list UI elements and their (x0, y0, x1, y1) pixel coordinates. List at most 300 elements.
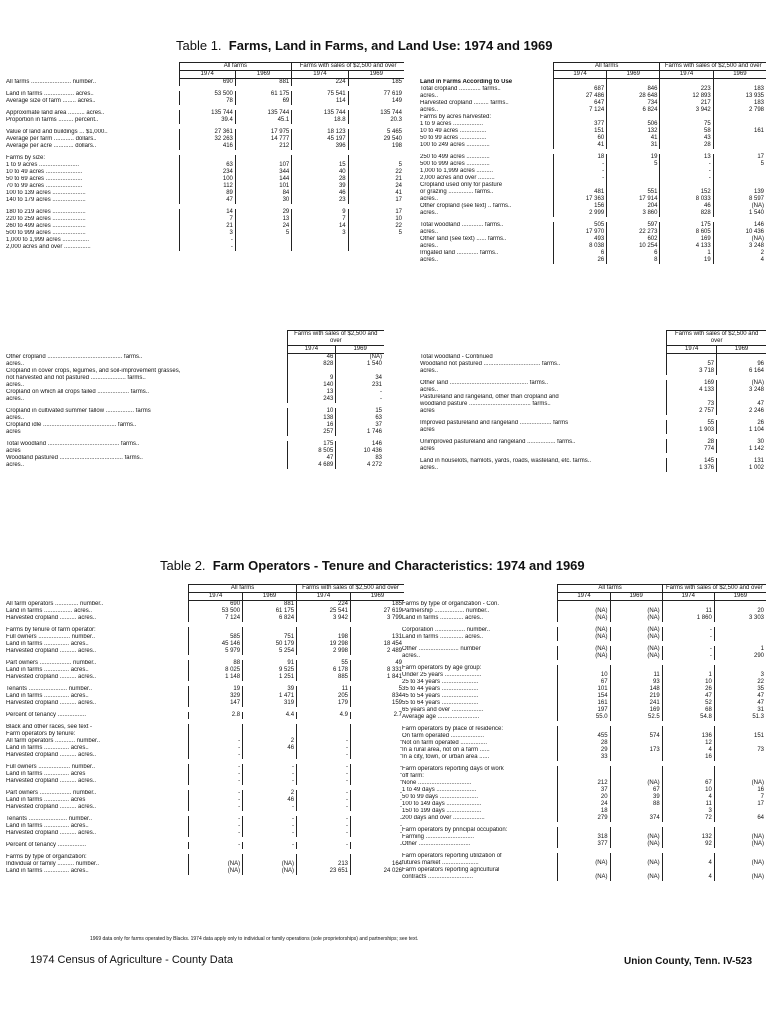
cell-value: - (189, 738, 243, 745)
cell-value: 17 (348, 209, 404, 216)
row-label: Land in farms ............... acres.. (6, 693, 89, 699)
row-label: Other ............................... (402, 840, 471, 847)
row-label: acres.. (420, 92, 439, 99)
row-label: Average per farm ............ dollars.. (6, 136, 97, 142)
row-label: 1,000 to 1,999 acres ................ (6, 237, 90, 243)
table-row (418, 203, 766, 210)
cell-value: 6 824 (243, 615, 297, 622)
table-row (4, 176, 404, 183)
row-label: Land in farms ............... acres (6, 771, 86, 777)
cell-value: 3 (179, 230, 235, 237)
table-row (4, 771, 404, 778)
row-label: acres.. (402, 652, 421, 659)
row-label: Black and other races, see text - (6, 724, 93, 730)
row-label: Other ........................ number (402, 645, 481, 652)
cell-value: 7 (292, 216, 348, 223)
cell-value: 4.4 (243, 712, 297, 719)
cell-value: 4 133 (667, 387, 717, 394)
row-label: acres (6, 448, 21, 454)
cell-value: 1 251 (243, 674, 297, 681)
cell-value: 8 331 (351, 667, 405, 674)
table-row (400, 646, 766, 653)
row-label: Cropland on which all crops failed ................... farms.. (6, 389, 150, 395)
table-row (400, 733, 766, 740)
row-label: or grazing ............... farms.. (420, 188, 494, 195)
cell-value: 51.3 (714, 714, 766, 721)
cell-value: 3 248 (717, 387, 766, 394)
cell-value: 4 (662, 860, 714, 867)
table-row (4, 98, 404, 105)
cell-value: 46 (660, 203, 713, 210)
cell-value: - (179, 237, 235, 244)
cell-value: 13 (235, 216, 291, 223)
cell-value: 28 (667, 439, 717, 446)
table-row (4, 422, 384, 429)
row-label: acres (420, 407, 435, 414)
row-label: Harvested cropland .......... acres.. (6, 752, 97, 758)
cell-value: 14 777 (235, 136, 291, 143)
cell-value: - (243, 778, 297, 785)
row-label: acres.. (6, 382, 25, 388)
cell-value: 1 002 (717, 465, 766, 472)
cell-value: 24 (558, 801, 610, 808)
row-label: acres.. (420, 228, 439, 235)
cell-value: 20.3 (348, 117, 404, 124)
year-header: 1974 (189, 593, 243, 601)
row-label: futures market ...................... (402, 859, 479, 866)
table-row (4, 738, 404, 745)
cell-value (348, 237, 404, 244)
footer-right: Union County, Tenn. IV-523 (624, 956, 752, 967)
cell-value: 64 (714, 815, 766, 822)
cell-value: - (297, 752, 351, 759)
cell-value: 16 (662, 754, 714, 761)
cell-value: 101 (235, 183, 291, 190)
row-label: acres (6, 429, 21, 435)
cell-value: 84 (235, 190, 291, 197)
cell-value: - (189, 797, 243, 804)
cell-value: - (662, 627, 714, 634)
row-label: Tenants ....................... number.. (6, 816, 93, 822)
cell-value: 3 942 (660, 107, 713, 114)
cell-value: 2 757 (667, 408, 717, 415)
row-label: Pastureland and rangeland, other than cropland and (420, 393, 559, 400)
cell-value: 8 505 (287, 448, 336, 455)
cell-value: 151 (714, 733, 766, 740)
cell-value: 28 (292, 176, 348, 183)
table-row (4, 731, 404, 738)
row-label: Percent of tenancy ................. (6, 842, 87, 848)
cell-value: - (189, 804, 243, 811)
row-label: Harvested cropland .......... acres.. (6, 804, 97, 810)
cell-value: 46 (243, 797, 297, 804)
table-row (400, 679, 766, 686)
year-header: 1974 (662, 593, 714, 601)
row-label: Other cropland (see text) .. farms.. (420, 202, 512, 209)
cell-value: 17 363 (553, 196, 606, 203)
row-label: 180 to 219 acres .................... (6, 209, 86, 215)
cell-value: 1 142 (717, 446, 766, 453)
cell-value: (NA) (558, 615, 610, 622)
cell-value: 144 (235, 176, 291, 183)
table1-left (4, 62, 404, 251)
row-label: 25 to 34 years ...................... (402, 678, 479, 685)
year-header: 1969 (717, 346, 766, 354)
cell-value: 55.0 (558, 714, 610, 721)
table-row (400, 714, 766, 721)
header-spacer (400, 585, 558, 593)
cell-value: 279 (558, 815, 610, 822)
cell-value: 41 (607, 135, 660, 142)
cell-value: (NA) (713, 236, 766, 243)
cell-value: 5 979 (189, 648, 243, 655)
cell-value: (NA) (610, 634, 662, 641)
cell-value (610, 827, 662, 834)
cell-value: 213 (297, 861, 351, 868)
cell-value: (NA) (610, 780, 662, 787)
cell-value: 2 246 (717, 408, 766, 415)
cell-value (714, 867, 766, 874)
cell-value (235, 155, 291, 162)
cell-value (351, 731, 405, 738)
column-group-header: Farms with sales of $2,500 and over (662, 585, 766, 593)
row-label: 100 to 249 acres .............. (420, 141, 490, 148)
cell-value: - (297, 797, 351, 804)
cell-value (610, 754, 662, 761)
table-row (4, 155, 404, 162)
header-spacer (418, 71, 553, 79)
table-row (4, 854, 404, 861)
table-row (4, 415, 384, 422)
cell-value: 828 (660, 210, 713, 217)
cell-value: - (189, 778, 243, 785)
table1-title (176, 38, 552, 53)
cell-value (610, 601, 662, 608)
table-row (418, 408, 766, 415)
year-header: 1969 (351, 593, 405, 601)
row-label: Tenants ....................... number.. (6, 686, 93, 692)
row-label: Cropland in cultivated summer fallow ................. farms (6, 408, 151, 414)
cell-value: 3 (714, 672, 766, 679)
cell-value: 505 (553, 222, 606, 229)
cell-value (607, 114, 660, 121)
cell-value: 20 (714, 608, 766, 615)
cell-value: 29 540 (348, 136, 404, 143)
cell-value: 9 (287, 375, 336, 382)
table-row (4, 396, 384, 403)
cell-value: 131 (717, 458, 766, 465)
cell-value (297, 724, 351, 731)
table-row (418, 135, 766, 142)
cell-value: 690 (189, 601, 243, 609)
table-row (400, 615, 766, 622)
year-header: 1969 (610, 593, 662, 601)
table-row (400, 841, 766, 848)
cell-value: 231 (336, 382, 384, 389)
row-label: 65 years and over ................... (402, 706, 484, 713)
cell-value: 37 (558, 787, 610, 794)
row-label: 200 days and over ................... (402, 814, 485, 821)
cell-value: 5 (348, 162, 404, 169)
table-row (400, 754, 766, 761)
row-label: acres.. (6, 361, 25, 367)
row-label: 70 to 99 acres ...................... (6, 183, 83, 189)
cell-value: (NA) (714, 780, 766, 787)
row-label: Farm operators reporting agricultural (402, 866, 500, 873)
cell-value: 1 841 (351, 674, 405, 681)
cell-value: 10 (348, 216, 404, 223)
row-label: 2,000 acres and over ................ (6, 244, 91, 250)
cell-value: - (297, 823, 351, 830)
cell-value: 185 (348, 79, 404, 87)
cell-value: 7 (714, 794, 766, 801)
cell-value: 5 254 (243, 648, 297, 655)
cell-value: - (189, 830, 243, 837)
cell-value: 156 (553, 203, 606, 210)
row-label: acres.. (420, 106, 439, 113)
cell-value: 107 (235, 162, 291, 169)
table-row (418, 380, 766, 387)
header-spacer (400, 593, 558, 601)
cell-value (610, 853, 662, 860)
cell-value: - (243, 842, 297, 849)
cell-value: 2 (713, 250, 766, 257)
cell-value (189, 731, 243, 738)
cell-value: 2 (243, 790, 297, 797)
cell-value: 212 (235, 143, 291, 150)
cell-value: (NA) (713, 203, 766, 210)
cell-value: 257 (287, 429, 336, 436)
cell-value: 26 (553, 257, 606, 264)
cell-value: 10 (662, 679, 714, 686)
row-label: 1 to 9 acres ........................ (6, 162, 80, 168)
cell-value: 73 (714, 747, 766, 754)
row-label: 250 to 499 acres .............. (420, 153, 490, 160)
cell-value: 154 (558, 693, 610, 700)
column-group-header: Farms with sales of $2,500 and over (287, 331, 384, 346)
cell-value: - (660, 175, 713, 182)
cell-value: 1 (662, 672, 714, 679)
cell-value (713, 168, 766, 175)
table-row (400, 608, 766, 615)
cell-value: - (351, 738, 405, 745)
table-row (418, 168, 766, 175)
table-row (418, 142, 766, 149)
cell-value: - (243, 816, 297, 823)
table-row (4, 627, 404, 634)
cell-value: 132 (662, 834, 714, 841)
cell-value: 14 (292, 223, 348, 230)
cell-value: 96 (717, 361, 766, 368)
cell-value: 3 860 (607, 210, 660, 217)
table-row (4, 183, 404, 190)
cell-value: - (297, 842, 351, 849)
row-label: Proportion in farms ......... percent.. (6, 117, 99, 123)
cell-value: 146 (336, 441, 384, 448)
cell-value (607, 79, 660, 86)
cell-value: 47 (287, 455, 336, 462)
table-row (4, 143, 404, 150)
cell-value: 169 (667, 380, 717, 387)
cell-value (243, 724, 297, 731)
table-row (418, 243, 766, 250)
cell-value: 2 798 (713, 107, 766, 114)
cell-value (189, 854, 243, 861)
cell-value: 52.5 (610, 714, 662, 721)
cell-value: 885 (297, 674, 351, 681)
cell-value: 151 (553, 128, 606, 135)
table-row (418, 387, 766, 394)
table-row (4, 110, 404, 117)
table-row (418, 175, 766, 182)
cell-value (553, 114, 606, 121)
cell-value: 11 (297, 686, 351, 693)
header-spacer (418, 331, 667, 346)
cell-value: 93 (610, 679, 662, 686)
cell-value: 3 303 (714, 615, 766, 622)
table-row (4, 79, 404, 87)
table-row (4, 830, 404, 837)
table-row (400, 801, 766, 808)
cell-value: 4 272 (336, 462, 384, 469)
row-label: 1 to 9 acres .................. (420, 120, 484, 127)
table-row (400, 665, 766, 672)
row-label: All farm operators ............ number.. (6, 738, 101, 744)
table-row (4, 674, 404, 681)
cell-value: 28 (558, 740, 610, 747)
cell-value: - (662, 653, 714, 660)
row-label: acres (420, 445, 435, 452)
cell-value: 41 (348, 190, 404, 197)
cell-value (714, 827, 766, 834)
cell-value (558, 665, 610, 672)
row-label: acres.. (6, 415, 25, 421)
cell-value: 146 (713, 222, 766, 229)
cell-value: 329 (189, 693, 243, 700)
cell-value: - (243, 823, 297, 830)
cell-value: 881 (243, 601, 297, 609)
table-row (400, 834, 766, 841)
cell-value: 73 (667, 401, 717, 408)
cell-value (667, 354, 717, 361)
table-row (418, 128, 766, 135)
table2-footnote: 1969 data only for farms operated by Blacks. 1974 data apply only to individual or family operations (sole proprietorships) and partnerships; see text. (90, 936, 419, 942)
cell-value: 169 (610, 707, 662, 714)
cell-value: - (297, 738, 351, 745)
cell-value: 8 605 (660, 229, 713, 236)
table-row (4, 462, 384, 469)
cell-value: 1 (714, 646, 766, 653)
cell-value: 217 (660, 100, 713, 107)
row-label: acres.. (420, 195, 439, 202)
row-label: All farm operators .............. number.. (6, 600, 104, 607)
row-label: Full owners ................... number.. (6, 634, 96, 640)
cell-value: 67 (610, 787, 662, 794)
cell-value: 13 (287, 389, 336, 396)
table-row (4, 804, 404, 811)
table-row (400, 700, 766, 707)
row-label: acres.. (420, 242, 439, 249)
table1-mid-right (418, 330, 766, 472)
cell-value: 15 (336, 408, 384, 415)
cell-value: 100 (179, 176, 235, 183)
cell-value (189, 627, 243, 634)
row-label: Total woodland ............. farms.. (420, 221, 504, 228)
row-label: Harvested cropland .......... acres.. (6, 615, 97, 621)
cell-value: 69 (235, 98, 291, 105)
cell-value (351, 854, 405, 861)
cell-value (610, 808, 662, 815)
cell-value: 72 (662, 815, 714, 822)
cell-value (714, 766, 766, 773)
table-row (418, 100, 766, 107)
cell-value: (NA) (714, 841, 766, 848)
year-header: 1969 (336, 346, 384, 354)
cell-value: 734 (607, 100, 660, 107)
cell-value: (NA) (714, 860, 766, 867)
table-row (4, 197, 404, 204)
header-spacer (418, 63, 553, 71)
row-label: On farm operated .................... (402, 732, 485, 739)
cell-value (558, 853, 610, 860)
cell-value: - (336, 389, 384, 396)
cell-value (292, 237, 348, 244)
year-header: 1974 (179, 71, 235, 79)
table-row (4, 816, 404, 823)
cell-value: 49 (351, 660, 405, 667)
row-label: Farms by acres harvested: (420, 113, 492, 120)
year-header: 1969 (714, 593, 766, 601)
year-header: 1969 (713, 71, 766, 79)
cell-value (662, 766, 714, 773)
table-row (400, 740, 766, 747)
cell-value (348, 155, 404, 162)
row-label: In a rural area, not on a farm ...... (402, 746, 490, 753)
cell-value: 53 500 (179, 91, 235, 98)
cell-value: 58 (660, 128, 713, 135)
cell-value: 152 (660, 189, 713, 196)
table-row (4, 389, 384, 396)
cell-value: 455 (558, 733, 610, 740)
row-label: Land in farms ............... acres.. (6, 868, 89, 874)
cell-value: 234 (179, 169, 235, 176)
table-row (400, 726, 766, 733)
table-row (4, 244, 404, 251)
cell-value (714, 601, 766, 608)
table-row (400, 815, 766, 822)
cell-value: - (189, 752, 243, 759)
cell-value: - (243, 804, 297, 811)
cell-value: 63 (179, 162, 235, 169)
cell-value: 1 148 (189, 674, 243, 681)
cell-value: (NA) (558, 608, 610, 615)
cell-value: 63 (336, 415, 384, 422)
cell-value: 506 (607, 121, 660, 128)
year-header: 1974 (297, 593, 351, 601)
cell-value: 21 (348, 176, 404, 183)
row-label: Land in farms ................. acres.. (6, 608, 93, 614)
cell-value: 91 (243, 660, 297, 667)
cell-value (558, 773, 610, 780)
table-row (418, 93, 766, 100)
cell-value: 29 (235, 209, 291, 216)
year-header: 1974 (667, 346, 717, 354)
cell-value: - (351, 816, 405, 823)
cell-value: - (660, 168, 713, 175)
cell-value: 61 175 (235, 91, 291, 98)
cell-value: 53 500 (189, 608, 243, 615)
cell-value (713, 79, 766, 86)
